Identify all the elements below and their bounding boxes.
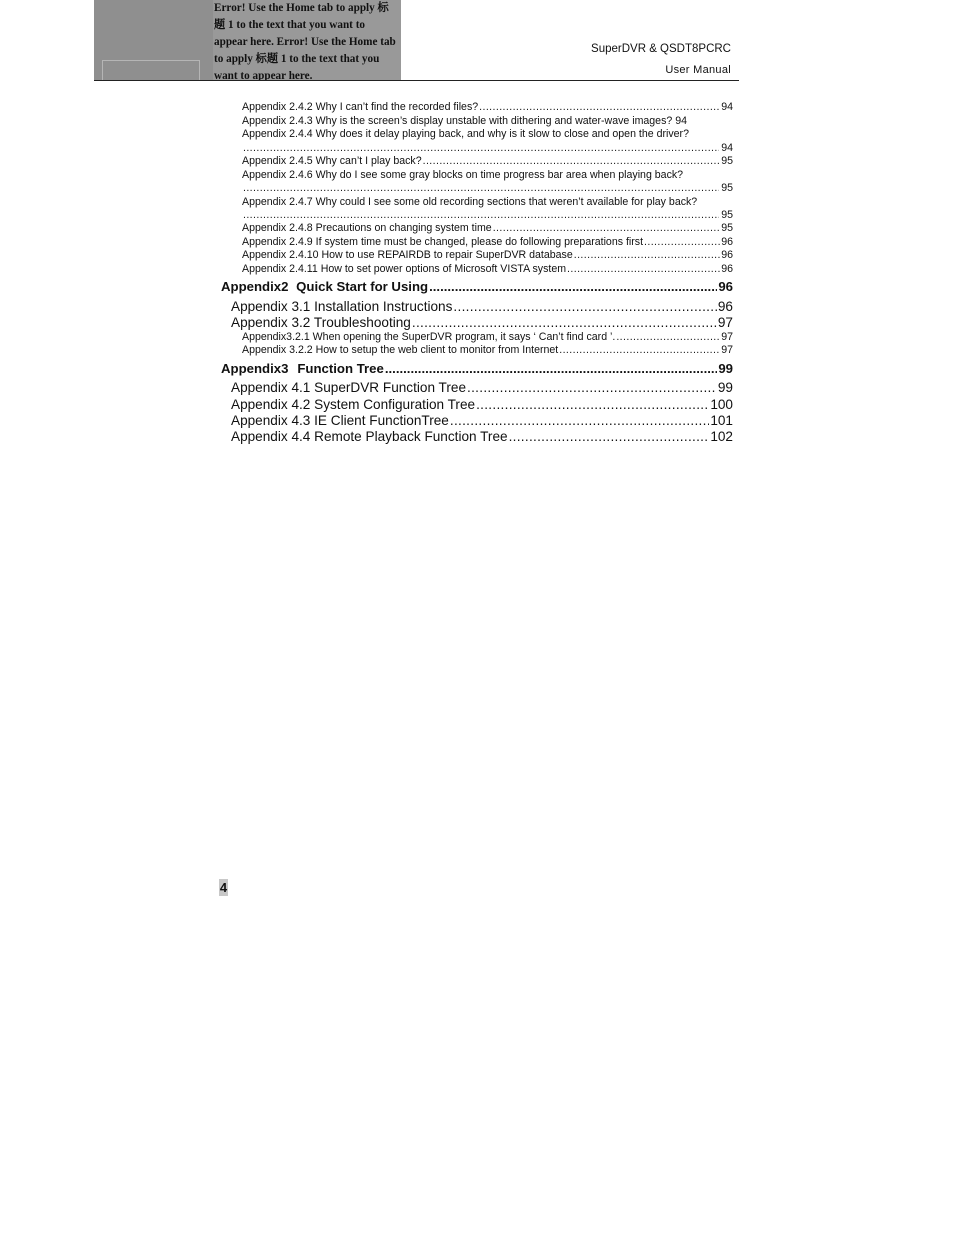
toc-entry-2-4-7[interactable]: Appendix 2.4.7 Why could I see some old recording sections that weren’t available for play back? [242,196,698,208]
toc-heading-appendix3[interactable]: Appendix3 Function Tree ..... 99 [221,361,733,376]
toc-entry-2-4-4[interactable]: Appendix 2.4.4 Why does it delay playing back, and why is it slow to close and open the driver? [242,128,689,140]
toc-entry-2-4-6[interactable]: Appendix 2.4.6 Why do I see some gray blocks on time progress bar area when playing back? [242,169,684,181]
toc-entry-2-4-6-leader: ..... 95 [243,182,733,194]
toc-entry-3-2-2[interactable]: Appendix 3.2.2 How to setup the web client to monitor from Internet ..... 97 [242,344,733,356]
toc-entry-2-4-4-leader: ..... 94 [243,142,733,154]
toc-entry-2-4-2[interactable]: Appendix 2.4.2 Why I can’t find the recorded files? ..... 94 [242,101,733,113]
toc-entry-3-1[interactable]: Appendix 3.1 Installation Instructions ..... 96 [231,299,733,314]
header-error-text: Error! Use the Home tab to apply 标题 1 to the text that you want to appear here. Error! Use the Home tab to apply 标题 1 to the text that you want to appear here. [213,0,401,80]
header-subtitle: User Manual [665,64,731,76]
toc-entry-2-4-3[interactable]: Appendix 2.4.3 Why is the screen’s display unstable with dithering and water-wave images? 94 [242,115,688,127]
toc-entry-3-2[interactable]: Appendix 3.2 Troubleshooting ..... 97 [231,315,733,330]
toc-entry-4-3[interactable]: Appendix 4.3 IE Client FunctionTree ..... 101 [231,413,733,428]
toc-entry-2-4-11[interactable]: Appendix 2.4.11 How to set power options of Microsoft VISTA system ..... 96 [242,263,733,275]
toc-entry-4-1[interactable]: Appendix 4.1 SuperDVR Function Tree ..... 99 [231,380,733,395]
toc-heading-appendix2[interactable]: Appendix2 Quick Start for Using ..... 96 [221,279,733,294]
header-gray-frame [102,60,200,81]
toc-entry-4-4[interactable]: Appendix 4.4 Remote Playback Function Tree ..... 102 [231,429,733,444]
toc-entry-2-4-10[interactable]: Appendix 2.4.10 How to use REPAIRDB to repair SuperDVR database ..... 96 [242,249,733,261]
header-rule [94,80,739,81]
toc-entry-2-4-8[interactable]: Appendix 2.4.8 Precautions on changing system time ..... 95 [242,222,733,234]
page-number: 4 [219,880,228,895]
toc-entry-3-2-1[interactable]: Appendix3.2.1 When opening the SuperDVR program, it says ‘ Can’t find card ’. ..... 97 [242,331,733,343]
toc-entry-4-2[interactable]: Appendix 4.2 System Configuration Tree ..... 100 [231,397,733,412]
header-title: SuperDVR & QSDT8PCRC [591,43,731,55]
toc-entry-2-4-7-leader: ..... 95 [243,209,733,221]
toc-entry-2-4-9[interactable]: Appendix 2.4.9 If system time must be changed, please do following preparations first ..... 96 [242,236,733,248]
toc-entry-2-4-5[interactable]: Appendix 2.4.5 Why can’t I play back? ..... 95 [242,155,733,167]
